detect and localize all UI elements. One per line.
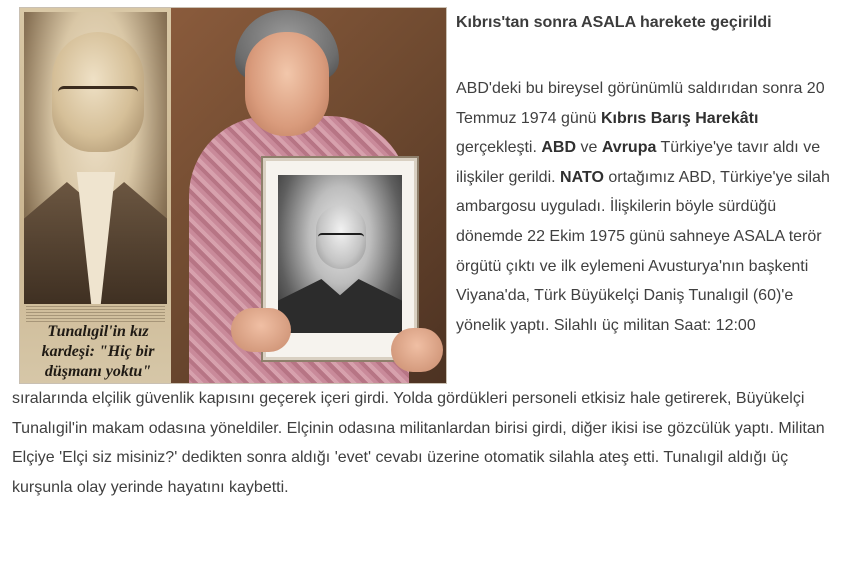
text-run: ABD'deki bu bireysel görünümlü saldırıdan sonra 20 Temmuz 1974 günü <box>456 80 825 127</box>
bold-term-kibris-baris-harekati: Kıbrıs Barış Harekâtı <box>600 109 759 127</box>
text-run: Türkiye'ye tavır aldı ve ilişkiler gerildi. <box>456 139 821 186</box>
clipping-caption-lines <box>26 306 165 322</box>
text-run: ve <box>576 139 602 157</box>
bold-term-abd: ABD <box>541 139 577 157</box>
framed-glasses <box>318 233 364 245</box>
article-title: Kıbrıs'tan sonra ASALA harekete geçirildi <box>456 14 772 31</box>
newspaper-clipping <box>20 8 171 384</box>
clipping-glasses <box>58 86 138 111</box>
text-run: ortağımız ABD, Türkiye'ye silah ambargosu uyguladı. İlişkilerin böyle sürdüğü dönemde 22 Ekim 1975 günü sahneye ASALA terör örgütü çıktı ve ilk eylemeni Avusturya'nın başkenti Viyana'da, Türk Büyükelçi Daniş Tunalıgil (60)'e yönelik yaptı. Silahlı üç militan Saat: 12:00 <box>456 168 830 334</box>
text-run: gerçekleşti. <box>456 139 542 157</box>
woman-with-frame-photo <box>171 8 447 384</box>
clipping-headline: Tunalıgil'in kız kardeşi: "Hiç bir düşmanı yoktu" <box>41 323 155 380</box>
clipping-portrait <box>24 12 167 304</box>
framed-suit <box>278 279 402 333</box>
article-paragraph-upper <box>456 74 840 340</box>
framed-portrait <box>278 175 402 333</box>
article-paragraph-lower: sıralarında elçilik güvenlik kapısını geçerek içeri girdi. Yolda gördükleri personeli etkisiz hale getirerek, Büyükelçi Tunalıgil'in makam odasına yöneldiler. Elçinin odasına militanlardan birisi girdi, diğer ikisi ise gözcülük yaptı. Militan Elçiye 'Elçi siz misiniz?' dedikten sonra aldığı 'evet' cevabı üzerine otomatik silahla ateş etti. Tunalıgil aldığı üç kurşunla olay yerinde hayatını kaybetti. <box>12 390 825 496</box>
bold-term-nato: NATO <box>560 168 604 186</box>
left-hand <box>231 308 291 352</box>
article-photo <box>19 7 447 384</box>
woman-face <box>245 32 329 136</box>
bold-term-avrupa: Avrupa <box>601 139 657 157</box>
right-hand <box>391 328 443 372</box>
